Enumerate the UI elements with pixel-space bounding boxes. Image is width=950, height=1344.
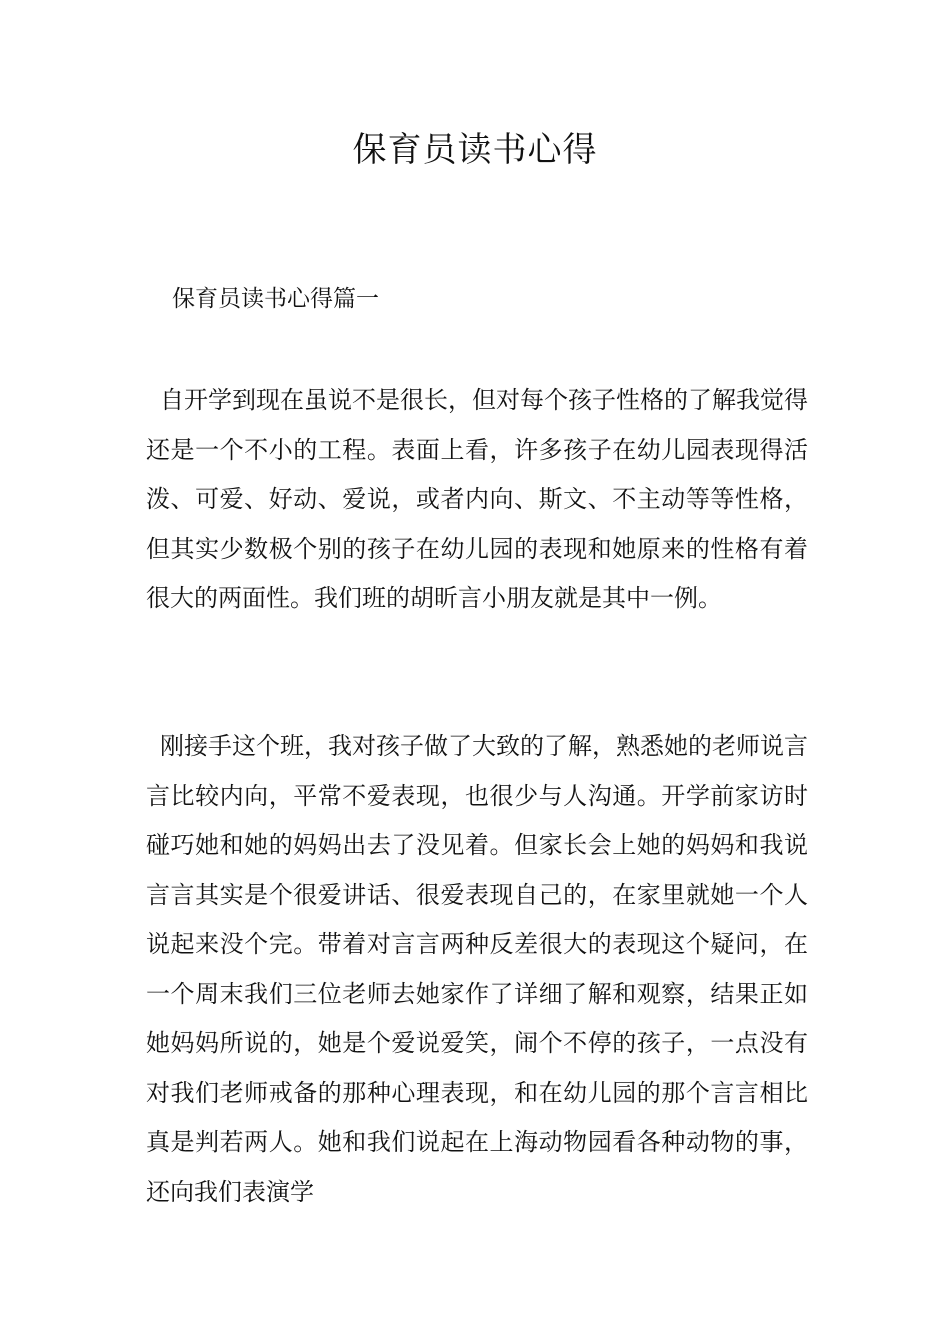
- section-title: 保育员读书心得篇一: [172, 286, 379, 312]
- paragraph-1: 自开学到现在虽说不是很长，但对每个孩子性格的了解我觉得还是一个不小的工程。表面上看，许多孩子在幼儿园表现得活泼、可爱、好动、爱说，或者内向、斯文、不主动等等性格，但其实少数极个别的孩子在幼儿园的表现和她原来的性格有着很大的两面性。我们班的胡昕言小朋友就是其中一例。: [146, 386, 808, 612]
- paragraph-2: 刚接手这个班，我对孩子做了大致的了解，熟悉她的老师说言言比较内向，平常不爱表现，也很少与人沟通。开学前家访时碰巧她和她的妈妈出去了没见着。但家长会上她的妈妈和我说言言其实是个很爱讲话、很爱表现自己的，在家里就她一个人说起来没个完。带着对言言两种反差很大的表现这个疑问，在一个周末我们三位老师去她家作了详细了解和观察，结果正如她妈妈所说的，她是个爱说爱笑，闹个不停的孩子，一点没有对我们老师戒备的那种心理表现，和在幼儿园的那个言言相比真是判若两人。她和我们说起在上海动物园看各种动物的事，还向我们表演学: [146, 732, 808, 1206]
- document-title: 保育员读书心得: [352, 130, 598, 170]
